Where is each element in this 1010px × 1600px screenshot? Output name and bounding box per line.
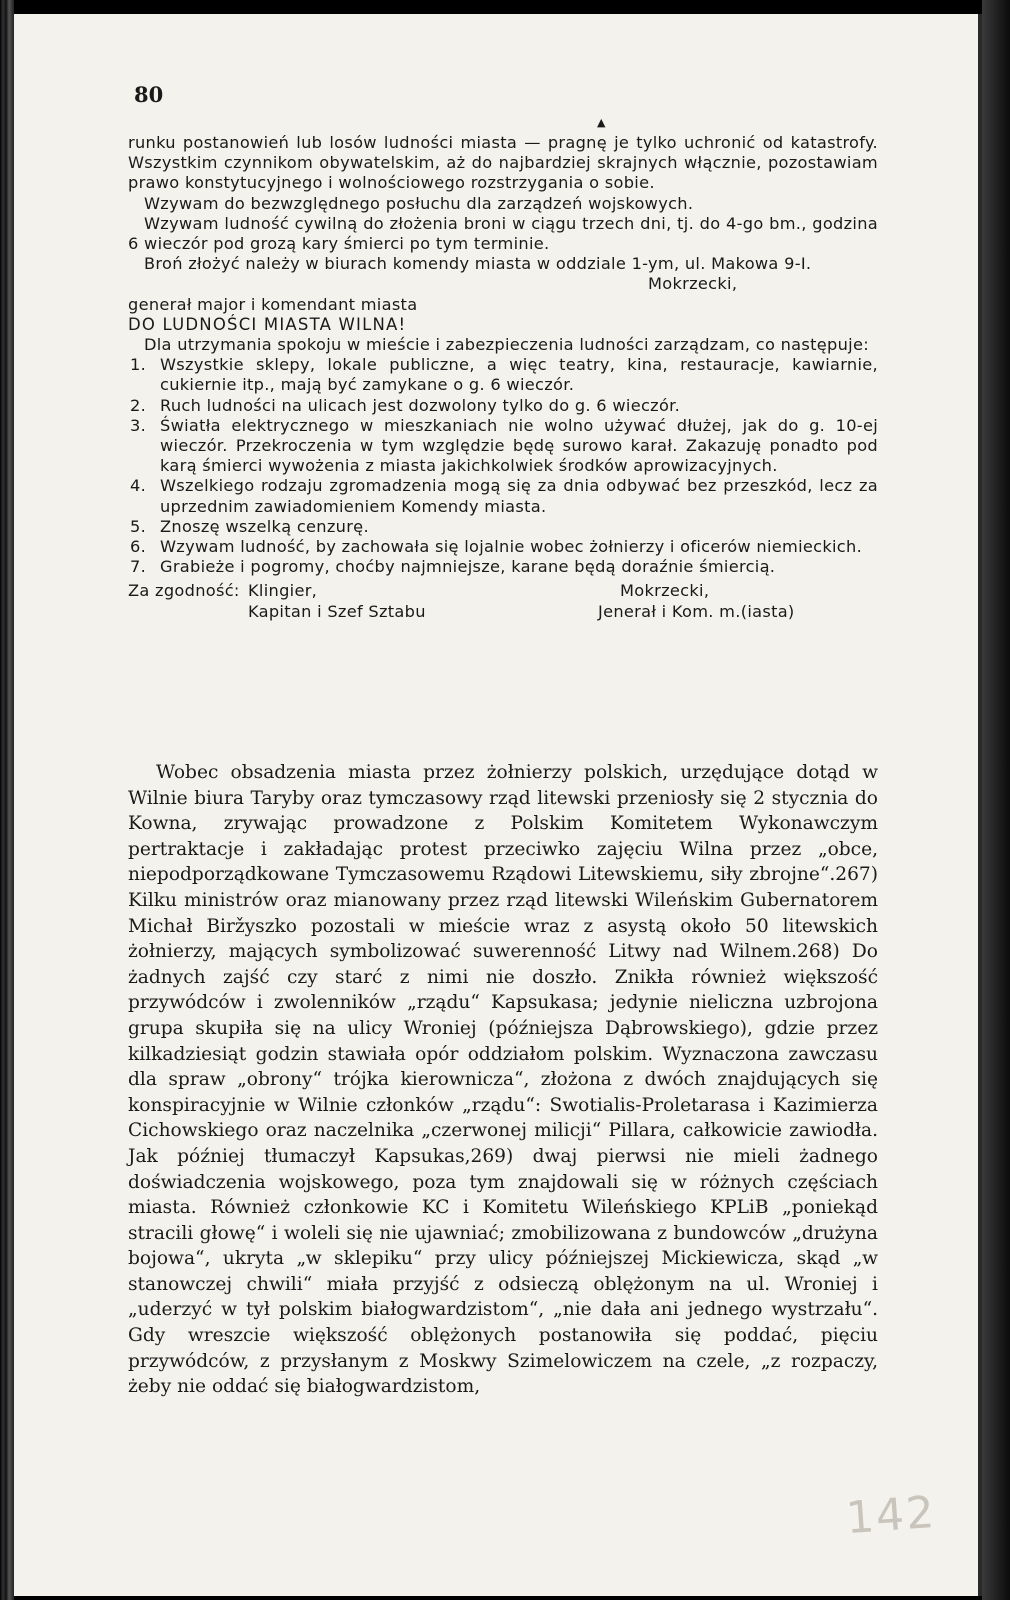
item-text: Znoszę wszelką cenzurę. — [160, 516, 369, 536]
item-text: Światła elektrycznego w mieszkaniach nie wolno używać dłużej, jak do g. 10-ej wieczór. Przekroczenia w tym względzie będę surowo karał. Zakazuję ponadto pod karą śmierci wywożenia z miasta jakichkolwiek środków aprowizacyjnych. — [160, 415, 878, 476]
signature-name: Mokrzecki, — [648, 274, 738, 294]
page-number: 80 — [134, 82, 164, 107]
orders-list — [128, 355, 878, 577]
signature-title: generał major i komendant miasta — [128, 294, 418, 314]
attestation-block — [128, 581, 878, 621]
item-text: Wszystkie sklepy, lokale publiczne, a więc teatry, kina, restauracje, kawiarnie, cukiernie itp., mają być zamykane o g. 6 wieczór. — [160, 355, 878, 395]
proclamation-paragraph: runku postanowień lub losów ludności miasta — pragnę je tylko uchronić od katastrofy. Wszystkim czynnikom obywatelskim, aż do najbardziej skrajnych włącznie, pozostawiam prawo konstytucyjnego i wolnościowego rozstrzygania o sobie. — [128, 133, 878, 193]
attestation-name: Klingier, — [248, 581, 318, 601]
item-text: Wzywam ludność, by zachowała się lojalnie wobec żołnierzy i oficerów niemieckich. — [160, 537, 863, 557]
item-number: 4. — [130, 476, 147, 496]
list-item — [128, 416, 878, 477]
proclamation-intro: Dla utrzymania spokoju w mieście i zabezpieczenia ludności zarządzam, co następuje: — [144, 335, 869, 355]
scan-left-edge — [0, 0, 14, 1600]
list-item — [128, 476, 878, 516]
list-item — [128, 396, 878, 416]
proclamation-paragraph: Wzywam ludność cywilną do złożenia broni w ciągu trzech dni, tj. do 4-go bm., godzina 6 wieczór pod grozą kary śmierci po tym terminie. — [128, 213, 878, 254]
ink-mark: ▲ — [597, 116, 606, 129]
item-number: 1. — [130, 355, 147, 375]
commander-name: Mokrzecki, — [620, 581, 710, 601]
item-number: 3. — [130, 415, 147, 435]
attestation-label: Za zgodność: — [128, 581, 240, 601]
list-item — [128, 517, 878, 537]
item-text: Ruch ludności na ulicach jest dozwolony tylko do g. 6 wieczór. — [160, 395, 681, 415]
list-item — [128, 537, 878, 557]
item-number: 6. — [130, 537, 147, 557]
proclamation-section — [128, 133, 878, 622]
narrative-section — [128, 760, 878, 1400]
list-item — [128, 355, 878, 395]
item-text: Grabieże i pogromy, choćby najmniejsze, karane będą doraźnie śmiercią. — [160, 557, 776, 577]
proclamation-paragraph: Wzywam do bezwzględnego posłuchu dla zarządzeń wojskowych. — [144, 193, 694, 213]
item-number: 2. — [130, 395, 147, 415]
commander-title: Jenerał i Kom. m.(iasta) — [598, 601, 795, 621]
item-number: 5. — [130, 516, 147, 536]
proclamation-paragraph: Broń złożyć należy w biurach komendy miasta w oddziale 1-ym, ul. Makowa 9-I. — [144, 254, 812, 274]
item-number: 7. — [130, 557, 147, 577]
proclamation-heading: DO LUDNOŚCI MIASTA WILNA! — [128, 314, 407, 334]
scan-right-edge — [982, 0, 1010, 1600]
item-text: Wszelkiego rodzaju zgromadzenia mogą się za dnia odbywać bez przeszkód, lecz za uprzednim zawiadomieniem Komendy miasta. — [160, 476, 878, 516]
handwritten-page-number: 142 — [844, 1486, 938, 1545]
narrative-paragraph: Wobec obsadzenia miasta przez żołnierzy polskich, urzędujące dotąd w Wilnie biura Taryby oraz tymczasowy rząd litewski przeniosły się 2 stycznia do Kowna, zrywając prowadzone z Polskim Komitetem Wykonawczym pertraktacje i zakładając protest przeciwko zajęciu Wilna przez „obce, niepodporządkowane Tymczasowemu Rządowi Litewskiemu, siły zbrojne“.267) Kilku ministrów oraz mianowany przez rząd litewski Wileńskim Gubernatorem Michał Biržyszko pozostali w mieście wraz z asystą około 50 litewskich żołnierzy, mających symbolizować suwerenność Litwy nad Wilnem.268) Do żadnych zajść czy starć z nimi nie doszło. Znikła również większość przywódców i zwolenników „rządu“ Kapsukasa; jedynie nieliczna uzbrojona grupa skupiła się na ulicy Wroniej (późniejsza Dąbrowskiego), gdzie przez kilkadziesiąt godzin stawiała opór oddziałom polskim. Wyznaczona zawczasu dla spraw „obrony“ trójka kierownicza“, złożona z dwóch znajdujących się konspiracyjnie w Wilnie członków „rządu“: Swotialis-Proletarasa i Kazimierza Cichowskiego oraz naczelnika „czerwonej milicji“ Pillara, całkowicie zawiodła. Jak później tłumaczył Kapsukas,269) dwaj pierwsi nie mieli żadnego doświadczenia wojskowego, poza tym znajdowali się w różnych częściach miasta. Również członkowie KC i Komitetu Wileńskiego KPLiB „poniekąd stracili głowę“ i woleli się nie ujawniać; zmobilizowana z bundowców „drużyna bojowa“, ukryta „w sklepiku“ przy ulicy późniejszej Mickiewicza, skąd „w stanowczej chwili“ miała przyjść z odsieczą oblężonym na ul. Wroniej i „uderzyć w tył polskim białogwardzistom“, „nie dała ani jednego wystrzału“. Gdy wreszcie większość oblężonych postanowiła się poddać, pięciu przywódców, z przysłanym z Moskwy Szimelowiczem na czele, „z rozpaczy, żeby nie oddać się białogwardzistom, — [128, 762, 878, 1398]
scan-top-edge — [0, 0, 1010, 14]
attestation-title: Kapitan i Szef Sztabu — [248, 601, 426, 621]
list-item — [128, 557, 878, 577]
